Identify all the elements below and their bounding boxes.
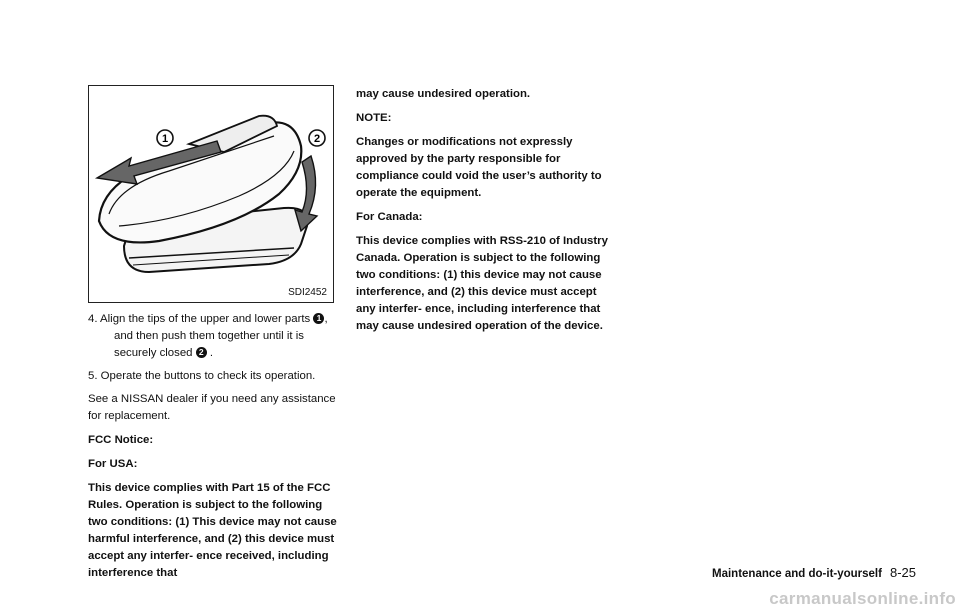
page-footer — [712, 565, 916, 580]
note-heading: NOTE: — [356, 112, 392, 124]
usa-text: This device complies with Part 15 of the FCC Rules. Operation is subject to the following two conditions: (1) This device may not cause harmful interference, and (2) this device must accept any interfer- ence received, including interference that — [88, 482, 337, 579]
marker-2-badge: 2 — [196, 347, 207, 358]
canada-heading: For Canada: — [356, 211, 423, 223]
page-number: 8-25 — [889, 565, 916, 580]
right-column — [356, 86, 618, 342]
footer-section: Maintenance and do-it-yourself — [712, 568, 882, 580]
marker-1-badge: 1 — [313, 313, 324, 324]
key-fob-drawing — [89, 86, 333, 302]
left-column — [88, 311, 338, 589]
step-4: 4. Align the tips of the upper and lower parts 1 , and then push them together until it is securely closed 2 . — [88, 313, 328, 359]
usa-text-continued: may cause undesired operation. — [356, 88, 531, 100]
svg-text:2: 2 — [313, 133, 321, 145]
canada-text: This device complies with RSS-210 of Industry Canada. Operation is subject to the following two conditions: (1) this device may not cause interference, and (2) this device must accept any interfer- ence, including interference that may cause undesired operation of the device. — [356, 235, 608, 332]
dealer-note: See a NISSAN dealer if you need any assistance for replacement. — [88, 393, 336, 422]
svg-text:1: 1 — [161, 133, 169, 145]
watermark: carmanualsonline.info — [769, 589, 956, 608]
key-fob-illustration — [88, 85, 334, 303]
fcc-heading: FCC Notice: — [88, 434, 154, 446]
figure-code: SDI2452 — [288, 287, 327, 298]
usa-heading: For USA: — [88, 458, 138, 470]
note-text: Changes or modifications not expressly approved by the party responsible for compliance could void the user’s authority to operate the equipment. — [356, 136, 602, 199]
step-5: 5. Operate the buttons to check its operation. — [88, 370, 316, 382]
